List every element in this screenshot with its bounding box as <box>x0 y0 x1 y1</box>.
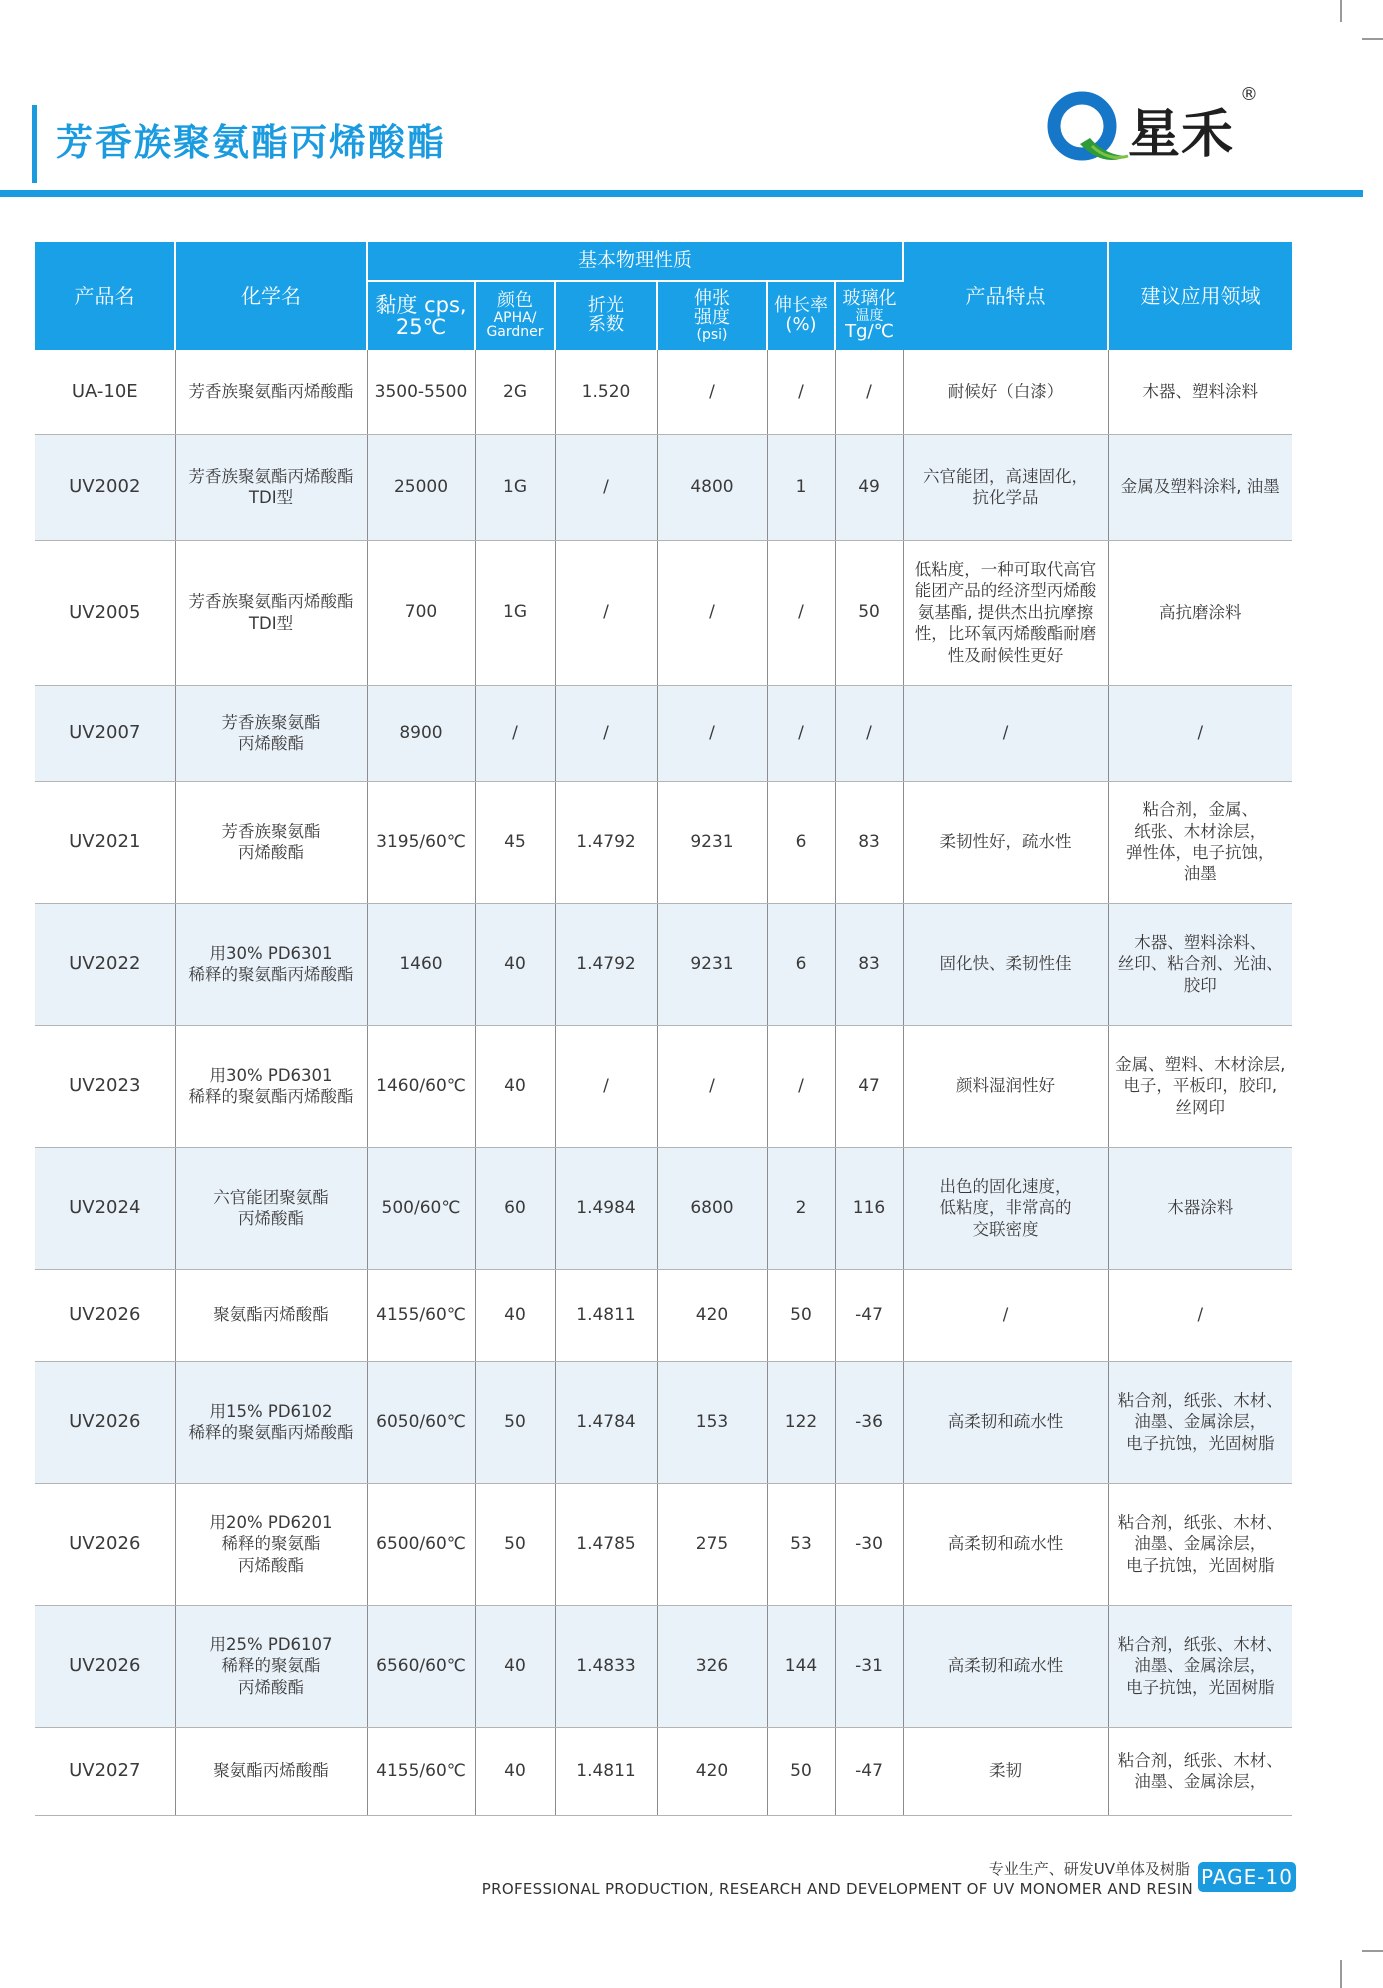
registered-mark: ® <box>1240 84 1258 105</box>
cell-product: UV2026 <box>35 1605 175 1727</box>
cell-viscosity: 4155/60℃ <box>367 1727 475 1815</box>
cell-color: 40 <box>475 1727 555 1815</box>
cell-tg: -36 <box>835 1361 903 1483</box>
cell-chemical: 芳香族聚氨酯 丙烯酸酯 <box>175 685 367 781</box>
cell-elongation: 53 <box>767 1483 835 1605</box>
cell-refractive: 1.4792 <box>555 903 657 1025</box>
cell-viscosity: 6500/60℃ <box>367 1483 475 1605</box>
footer-tagline-cn: 专业生产、研发UV单体及树脂 <box>988 1860 1190 1878</box>
cell-tg: 47 <box>835 1025 903 1147</box>
cell-viscosity: 1460/60℃ <box>367 1025 475 1147</box>
cell-applications: 木器、塑料涂料 <box>1108 350 1292 434</box>
table-row <box>35 1025 1292 1147</box>
cell-viscosity: 6560/60℃ <box>367 1605 475 1727</box>
crop-mark-top <box>1340 0 1342 22</box>
cell-applications: 木器、塑料涂料、 丝印、粘合剂、光油、 胶印 <box>1108 903 1292 1025</box>
cell-features: 耐候好（白漆） <box>903 350 1108 434</box>
cell-refractive: 1.520 <box>555 350 657 434</box>
table-row <box>35 1269 1292 1361</box>
page-title: 芳香族聚氨酯丙烯酸酯 <box>56 121 446 164</box>
cell-refractive: 1.4811 <box>555 1727 657 1815</box>
cell-applications: 高抗磨涂料 <box>1108 540 1292 685</box>
cell-features: 出色的固化速度， 低粘度，非常高的 交联密度 <box>903 1147 1108 1269</box>
cell-elongation: / <box>767 685 835 781</box>
cell-refractive: 1.4984 <box>555 1147 657 1269</box>
logo-q-icon <box>1040 86 1130 168</box>
cell-applications: 金属、塑料、木材涂层, 电子，平板印，胶印, 丝网印 <box>1108 1025 1292 1147</box>
cell-viscosity: 8900 <box>367 685 475 781</box>
cell-features: 固化快、柔韧性佳 <box>903 903 1108 1025</box>
cell-elongation: 50 <box>767 1727 835 1815</box>
cell-elongation: / <box>767 350 835 434</box>
cell-color: 60 <box>475 1147 555 1269</box>
cell-chemical: 芳香族聚氨酯丙烯酸酯 <box>175 350 367 434</box>
header-glass-transition: 玻璃化 温度 Tg/℃ <box>835 281 903 350</box>
cell-color: 40 <box>475 1605 555 1727</box>
cell-applications: 粘合剂，纸张、木材、 油墨、金属涂层， 电子抗蚀，光固树脂 <box>1108 1483 1292 1605</box>
cell-color: 45 <box>475 781 555 903</box>
cell-tg: -47 <box>835 1269 903 1361</box>
cell-product: UV2027 <box>35 1727 175 1815</box>
cell-features: / <box>903 685 1108 781</box>
cell-features: 颜料湿润性好 <box>903 1025 1108 1147</box>
crop-mark-top-right <box>1362 38 1383 40</box>
cell-color: 2G <box>475 350 555 434</box>
page-number-badge: PAGE-10 <box>1198 1862 1296 1892</box>
cell-elongation: 122 <box>767 1361 835 1483</box>
cell-chemical: 用30% PD6301 稀释的聚氨酯丙烯酸酯 <box>175 1025 367 1147</box>
cell-features: / <box>903 1269 1108 1361</box>
cell-refractive: 1.4833 <box>555 1605 657 1727</box>
cell-elongation: 6 <box>767 781 835 903</box>
cell-applications: 木器涂料 <box>1108 1147 1292 1269</box>
cell-product: UV2005 <box>35 540 175 685</box>
cell-tensile: / <box>657 350 767 434</box>
cell-color: 40 <box>475 1269 555 1361</box>
cell-chemical: 用30% PD6301 稀释的聚氨酯丙烯酸酯 <box>175 903 367 1025</box>
cell-product: UA-10E <box>35 350 175 434</box>
header-features: 产品特点 <box>903 242 1108 350</box>
cell-tensile: 420 <box>657 1269 767 1361</box>
table-body <box>35 350 1292 1815</box>
cell-tg: 49 <box>835 434 903 540</box>
header-color: 颜色 APHA/ Gardner <box>475 281 555 350</box>
cell-viscosity: 6050/60℃ <box>367 1361 475 1483</box>
cell-color: 40 <box>475 1025 555 1147</box>
brand-logo <box>1040 76 1280 166</box>
cell-product: UV2023 <box>35 1025 175 1147</box>
logo-text: 星禾 <box>1128 104 1235 165</box>
table-row <box>35 1361 1292 1483</box>
cell-features: 高柔韧和疏水性 <box>903 1483 1108 1605</box>
cell-viscosity: 500/60℃ <box>367 1147 475 1269</box>
cell-product: UV2026 <box>35 1483 175 1605</box>
cell-tensile: / <box>657 685 767 781</box>
product-table <box>35 242 1292 1816</box>
header-elongation: 伸长率 (%) <box>767 281 835 350</box>
cell-refractive: 1.4792 <box>555 781 657 903</box>
cell-product: UV2026 <box>35 1361 175 1483</box>
cell-product: UV2002 <box>35 434 175 540</box>
cell-chemical: 聚氨酯丙烯酸酯 <box>175 1269 367 1361</box>
cell-tg: -47 <box>835 1727 903 1815</box>
cell-applications: / <box>1108 685 1292 781</box>
table-row <box>35 434 1292 540</box>
cell-features: 高柔韧和疏水性 <box>903 1605 1108 1727</box>
cell-elongation: 2 <box>767 1147 835 1269</box>
cell-features: 柔韧 <box>903 1727 1108 1815</box>
cell-chemical: 芳香族聚氨酯 丙烯酸酯 <box>175 781 367 903</box>
cell-refractive: / <box>555 685 657 781</box>
cell-tensile: 6800 <box>657 1147 767 1269</box>
cell-tensile: 153 <box>657 1361 767 1483</box>
cell-product: UV2007 <box>35 685 175 781</box>
cell-elongation: / <box>767 540 835 685</box>
cell-applications: 粘合剂，纸张、木材、 油墨、金属涂层， <box>1108 1727 1292 1815</box>
cell-tg: -30 <box>835 1483 903 1605</box>
cell-tg: 83 <box>835 903 903 1025</box>
cell-chemical: 芳香族聚氨酯丙烯酸酯 TDI型 <box>175 434 367 540</box>
crop-mark-bottom-right <box>1362 1950 1383 1952</box>
cell-applications: 粘合剂，金属、 纸张、木材涂层， 弹性体，电子抗蚀， 油墨 <box>1108 781 1292 903</box>
header-rule <box>0 190 1363 197</box>
cell-tg: / <box>835 350 903 434</box>
cell-features: 高柔韧和疏水性 <box>903 1361 1108 1483</box>
cell-viscosity: 1460 <box>367 903 475 1025</box>
cell-refractive: / <box>555 540 657 685</box>
cell-tg: -31 <box>835 1605 903 1727</box>
cell-product: UV2022 <box>35 903 175 1025</box>
cell-color: 1G <box>475 434 555 540</box>
cell-color: / <box>475 685 555 781</box>
table-row <box>35 540 1292 685</box>
cell-applications: 粘合剂，纸张、木材、 油墨、金属涂层， 电子抗蚀，光固树脂 <box>1108 1605 1292 1727</box>
cell-refractive: / <box>555 434 657 540</box>
cell-viscosity: 25000 <box>367 434 475 540</box>
table-row <box>35 685 1292 781</box>
cell-tg: / <box>835 685 903 781</box>
table-row <box>35 1727 1292 1815</box>
cell-chemical: 用25% PD6107 稀释的聚氨酯 丙烯酸酯 <box>175 1605 367 1727</box>
cell-viscosity: 3195/60℃ <box>367 781 475 903</box>
cell-tensile: 9231 <box>657 781 767 903</box>
cell-chemical: 芳香族聚氨酯丙烯酸酯 TDI型 <box>175 540 367 685</box>
cell-color: 50 <box>475 1361 555 1483</box>
cell-tensile: 326 <box>657 1605 767 1727</box>
cell-chemical: 用20% PD6201 稀释的聚氨酯 丙烯酸酯 <box>175 1483 367 1605</box>
cell-tg: 83 <box>835 781 903 903</box>
cell-elongation: 6 <box>767 903 835 1025</box>
cell-elongation: 1 <box>767 434 835 540</box>
cell-applications: / <box>1108 1269 1292 1361</box>
cell-chemical: 六官能团聚氨酯 丙烯酸酯 <box>175 1147 367 1269</box>
header-refractive-index: 折光 系数 <box>555 281 657 350</box>
cell-viscosity: 4155/60℃ <box>367 1269 475 1361</box>
table-row <box>35 350 1292 434</box>
header-viscosity: 黏度 cps, 25℃ <box>367 281 475 350</box>
cell-tensile: / <box>657 1025 767 1147</box>
cell-color: 50 <box>475 1483 555 1605</box>
cell-elongation: 144 <box>767 1605 835 1727</box>
cell-features: 六官能团，高速固化， 抗化学品 <box>903 434 1108 540</box>
table-row <box>35 1605 1292 1727</box>
cell-applications: 金属及塑料涂料, 油墨 <box>1108 434 1292 540</box>
cell-features: 低粘度，一种可取代高官 能团产品的经济型丙烯酸 氨基酯, 提供杰出抗摩擦 性，比环氧丙烯酸酯耐磨 性及耐候性更好 <box>903 540 1108 685</box>
cell-color: 40 <box>475 903 555 1025</box>
cell-refractive: 1.4811 <box>555 1269 657 1361</box>
table-row <box>35 1147 1292 1269</box>
cell-color: 1G <box>475 540 555 685</box>
cell-tensile: 275 <box>657 1483 767 1605</box>
cell-viscosity: 700 <box>367 540 475 685</box>
cell-chemical: 聚氨酯丙烯酸酯 <box>175 1727 367 1815</box>
cell-product: UV2021 <box>35 781 175 903</box>
table-row <box>35 781 1292 903</box>
crop-mark-bottom <box>1340 1960 1342 1988</box>
cell-tg: 50 <box>835 540 903 685</box>
cell-elongation: / <box>767 1025 835 1147</box>
header-product: 产品名 <box>35 242 175 350</box>
cell-refractive: 1.4785 <box>555 1483 657 1605</box>
header-tensile-strength: 伸张 强度 (psi) <box>657 281 767 350</box>
cell-tensile: 4800 <box>657 434 767 540</box>
table-row <box>35 1483 1292 1605</box>
cell-refractive: / <box>555 1025 657 1147</box>
title-accent-bar <box>32 105 37 183</box>
cell-tensile: / <box>657 540 767 685</box>
footer-tagline-en: PROFESSIONAL PRODUCTION, RESEARCH AND DEVELOPMENT OF UV MONOMER AND RESIN <box>481 1880 1193 1898</box>
cell-chemical: 用15% PD6102 稀释的聚氨酯丙烯酸酯 <box>175 1361 367 1483</box>
cell-viscosity: 3500-5500 <box>367 350 475 434</box>
cell-features: 柔韧性好，疏水性 <box>903 781 1108 903</box>
cell-elongation: 50 <box>767 1269 835 1361</box>
cell-applications: 粘合剂，纸张、木材、 油墨、金属涂层， 电子抗蚀，光固树脂 <box>1108 1361 1292 1483</box>
header-physical-properties: 基本物理性质 <box>367 242 903 281</box>
table-row <box>35 903 1292 1025</box>
cell-tensile: 9231 <box>657 903 767 1025</box>
cell-product: UV2024 <box>35 1147 175 1269</box>
header-chemical: 化学名 <box>175 242 367 350</box>
cell-product: UV2026 <box>35 1269 175 1361</box>
cell-refractive: 1.4784 <box>555 1361 657 1483</box>
cell-tg: 116 <box>835 1147 903 1269</box>
header-applications: 建议应用领域 <box>1108 242 1292 350</box>
cell-tensile: 420 <box>657 1727 767 1815</box>
